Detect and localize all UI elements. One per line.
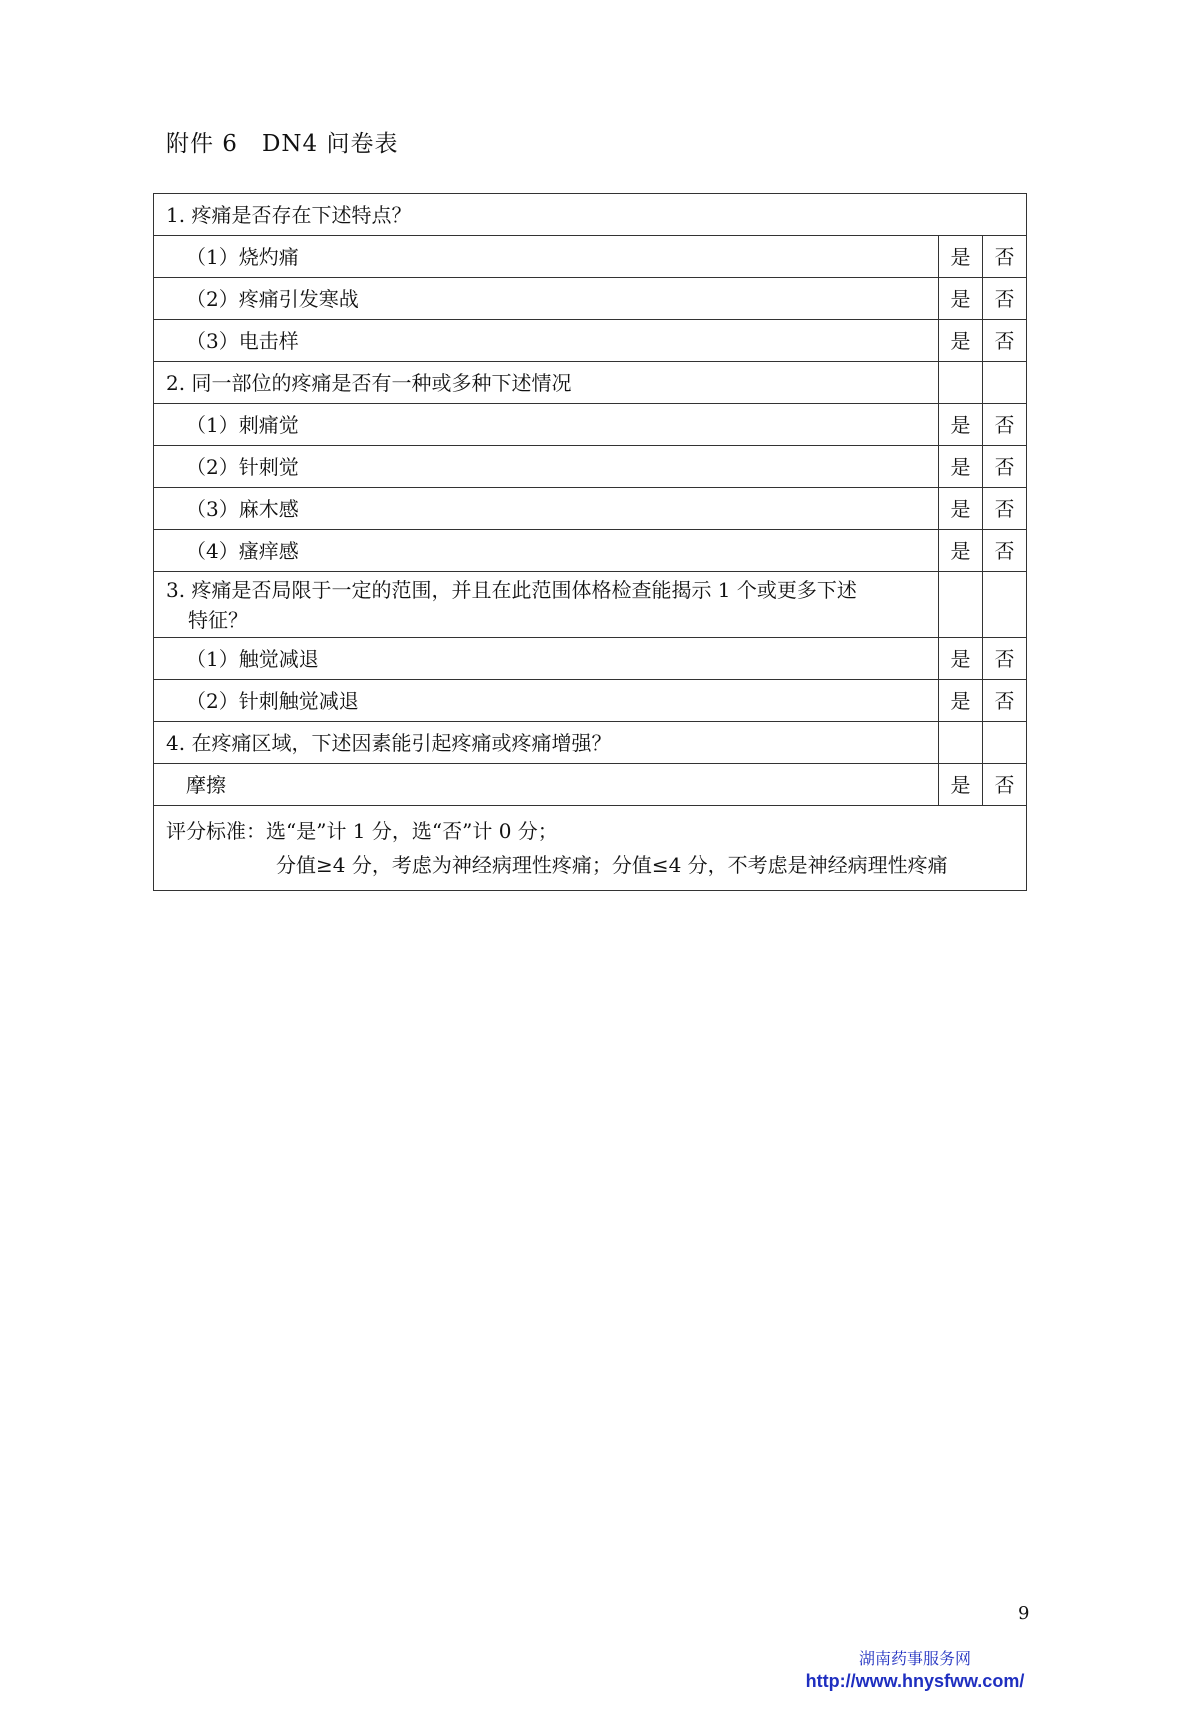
item-row — [154, 488, 1027, 530]
question-4: 4. 在疼痛区域，下述因素能引起疼痛或疼痛增强？ — [154, 722, 939, 764]
item-hypoesthesia-touch: （1）触觉减退 — [154, 638, 939, 680]
no-cell[interactable]: 否 — [983, 320, 1027, 362]
no-cell[interactable]: 否 — [983, 680, 1027, 722]
item-pins-needles: （2）针刺觉 — [154, 446, 939, 488]
scoring-row — [154, 806, 1027, 891]
empty-cell — [983, 572, 1027, 638]
yes-cell[interactable]: 是 — [939, 680, 983, 722]
item-numbness: （3）麻木感 — [154, 488, 939, 530]
question-2: 2. 同一部位的疼痛是否有一种或多种下述情况 — [154, 362, 939, 404]
yes-cell[interactable]: 是 — [939, 764, 983, 806]
no-cell[interactable]: 否 — [983, 488, 1027, 530]
no-cell[interactable]: 否 — [983, 404, 1027, 446]
yes-cell[interactable]: 是 — [939, 404, 983, 446]
watermark-url[interactable]: http://www.hnysfww.com/ — [805, 1671, 1025, 1691]
item-electric-shock: （3）电击样 — [154, 320, 939, 362]
item-row — [154, 278, 1027, 320]
scoring-line2: 分值≥4 分，考虑为神经病理性疼痛；分值≤4 分，不考虑是神经病理性疼痛 — [276, 853, 948, 877]
item-row — [154, 236, 1027, 278]
yes-cell[interactable]: 是 — [939, 320, 983, 362]
yes-cell[interactable]: 是 — [939, 638, 983, 680]
no-cell[interactable]: 否 — [983, 236, 1027, 278]
no-cell[interactable]: 否 — [983, 638, 1027, 680]
yes-cell[interactable]: 是 — [939, 488, 983, 530]
item-burning-pain: （1）烧灼痛 — [154, 236, 939, 278]
item-hypoesthesia-prick: （2）针刺触觉减退 — [154, 680, 939, 722]
question-row-2 — [154, 362, 1027, 404]
item-cold-pain: （2）疼痛引发寒战 — [154, 278, 939, 320]
item-itching: （4）瘙痒感 — [154, 530, 939, 572]
item-row — [154, 320, 1027, 362]
item-row — [154, 638, 1027, 680]
site-watermark — [800, 1648, 1030, 1692]
question-1: 1. 疼痛是否存在下述特点？ — [154, 194, 1027, 236]
yes-cell[interactable]: 是 — [939, 278, 983, 320]
yes-cell[interactable]: 是 — [939, 530, 983, 572]
item-row — [154, 680, 1027, 722]
question-row-1 — [154, 194, 1027, 236]
page-number: 9 — [1018, 1603, 1030, 1624]
no-cell[interactable]: 否 — [983, 278, 1027, 320]
item-tingling: （1）刺痛觉 — [154, 404, 939, 446]
watermark-site-name: 湖南药事服务网 — [858, 1649, 971, 1668]
question-row-4 — [154, 722, 1027, 764]
question-row-3 — [154, 572, 1027, 638]
item-row — [154, 446, 1027, 488]
empty-cell — [939, 722, 983, 764]
yes-cell[interactable]: 是 — [939, 236, 983, 278]
empty-cell — [983, 722, 1027, 764]
question-3 — [154, 572, 939, 638]
no-cell[interactable]: 否 — [983, 530, 1027, 572]
question-3-line2: 特征？ — [188, 607, 248, 632]
scoring-line1: 评分标准：选“是”计 1 分，选“否”计 0 分； — [166, 819, 558, 843]
item-brushing: 摩擦 — [154, 764, 939, 806]
empty-cell — [983, 362, 1027, 404]
item-row — [154, 764, 1027, 806]
page-title: 附件 6 DN4 问卷表 — [166, 131, 399, 157]
item-row — [154, 404, 1027, 446]
question-3-line1: 3. 疼痛是否局限于一定的范围，并且在此范围体格检查能揭示 1 个或更多下述 — [166, 577, 857, 602]
yes-cell[interactable]: 是 — [939, 446, 983, 488]
empty-cell — [939, 572, 983, 638]
empty-cell — [939, 362, 983, 404]
item-row — [154, 530, 1027, 572]
no-cell[interactable]: 否 — [983, 764, 1027, 806]
dn4-questionnaire-table — [153, 193, 1027, 891]
no-cell[interactable]: 否 — [983, 446, 1027, 488]
scoring-criteria — [154, 806, 1027, 891]
